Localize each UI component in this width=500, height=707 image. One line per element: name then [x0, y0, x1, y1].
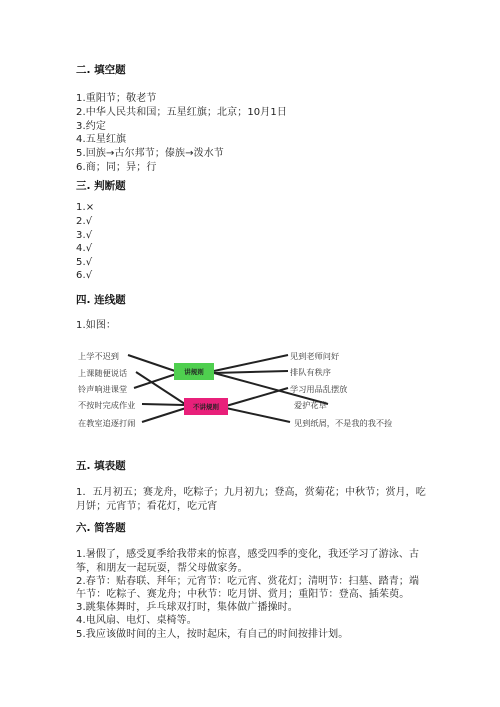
answer-line: 5.回族→古尔邦节；傣族→泼水节 [76, 148, 224, 159]
answer-line: 午节：吃粽子、赛龙舟；中秋节：吃月饼、赏月；重阳节：登高、插茱萸。 [76, 589, 410, 600]
matching-diagram [70, 338, 430, 438]
answer-line: 4.五星红旗 [76, 134, 127, 145]
good-rules-box [174, 363, 214, 380]
left-item: 不按时完成作业 [78, 400, 136, 410]
answer-line: 1.× [76, 202, 95, 213]
answer-line: 6.商；同；异；行 [76, 162, 157, 173]
right-item: 爱护花草 [294, 400, 327, 410]
answer-line: 1.暑假了，感受夏季给我带来的惊喜，感受四季的变化，我还学习了游泳、古 [76, 549, 420, 560]
right-item: 见到老师问好 [290, 351, 340, 361]
section-title-true-false: 三. 判断题 [76, 180, 126, 192]
answer-line: 6.√ [76, 270, 93, 281]
answer-line: 3.约定 [76, 121, 106, 132]
answer-line: 月饼；元宵节；看花灯，吃元宵 [76, 501, 218, 512]
section-title-matching: 四. 连线题 [76, 294, 126, 306]
bad-rules-label: 不讲规则 [193, 403, 219, 411]
answer-line: 筝，和朋友一起玩耍，帮父母做家务。 [76, 563, 248, 574]
right-item: 见到纸屑，不是我的我不捡 [294, 418, 393, 428]
right-item: 排队有秩序 [290, 367, 331, 377]
answer-line: 4.√ [76, 243, 93, 254]
answer-line: 3.√ [76, 230, 93, 241]
answer-line: 3.跳集体舞时，乒乓球双打时，集体做广播操时。 [76, 602, 298, 613]
matching-intro: 1.如图： [76, 320, 117, 331]
answer-line: 2.√ [76, 216, 93, 227]
left-item: 上学不迟到 [78, 351, 119, 361]
answer-line: 1.重阳节；敬老节 [76, 93, 157, 104]
left-item: 在教室追逐打闹 [78, 418, 136, 428]
answer-line: 5.我应该做时间的主人，按时起床，有自己的时间按排计划。 [76, 629, 349, 640]
section-title-fill-blank: 二. 填空题 [76, 64, 126, 76]
answer-line: 2.春节：贴春联、拜年；元宵节：吃元宵、赏花灯；清明节：扫墓、踏青；端 [76, 576, 420, 587]
good-rules-label: 讲规则 [184, 368, 204, 376]
answer-line: 1．五月初五；赛龙舟，吃粽子；九月初九；登高，赏菊花；中秋节；赏月，吃 [76, 487, 426, 498]
right-item: 学习用品乱摆放 [290, 384, 348, 394]
section-title-table: 五. 填表题 [76, 460, 126, 472]
section-title-short-answer: 六. 简答题 [76, 522, 126, 534]
answer-line: 5.√ [76, 257, 93, 268]
answer-line: 2.中华人民共和国；五星红旗；北京；10月1日 [76, 107, 287, 118]
bad-rules-box [184, 398, 228, 415]
left-item: 上课随便说话 [78, 368, 128, 378]
answer-line: 4.电风扇、电灯、桌椅等。 [76, 615, 197, 626]
left-item: 铃声响进课堂 [78, 384, 128, 394]
